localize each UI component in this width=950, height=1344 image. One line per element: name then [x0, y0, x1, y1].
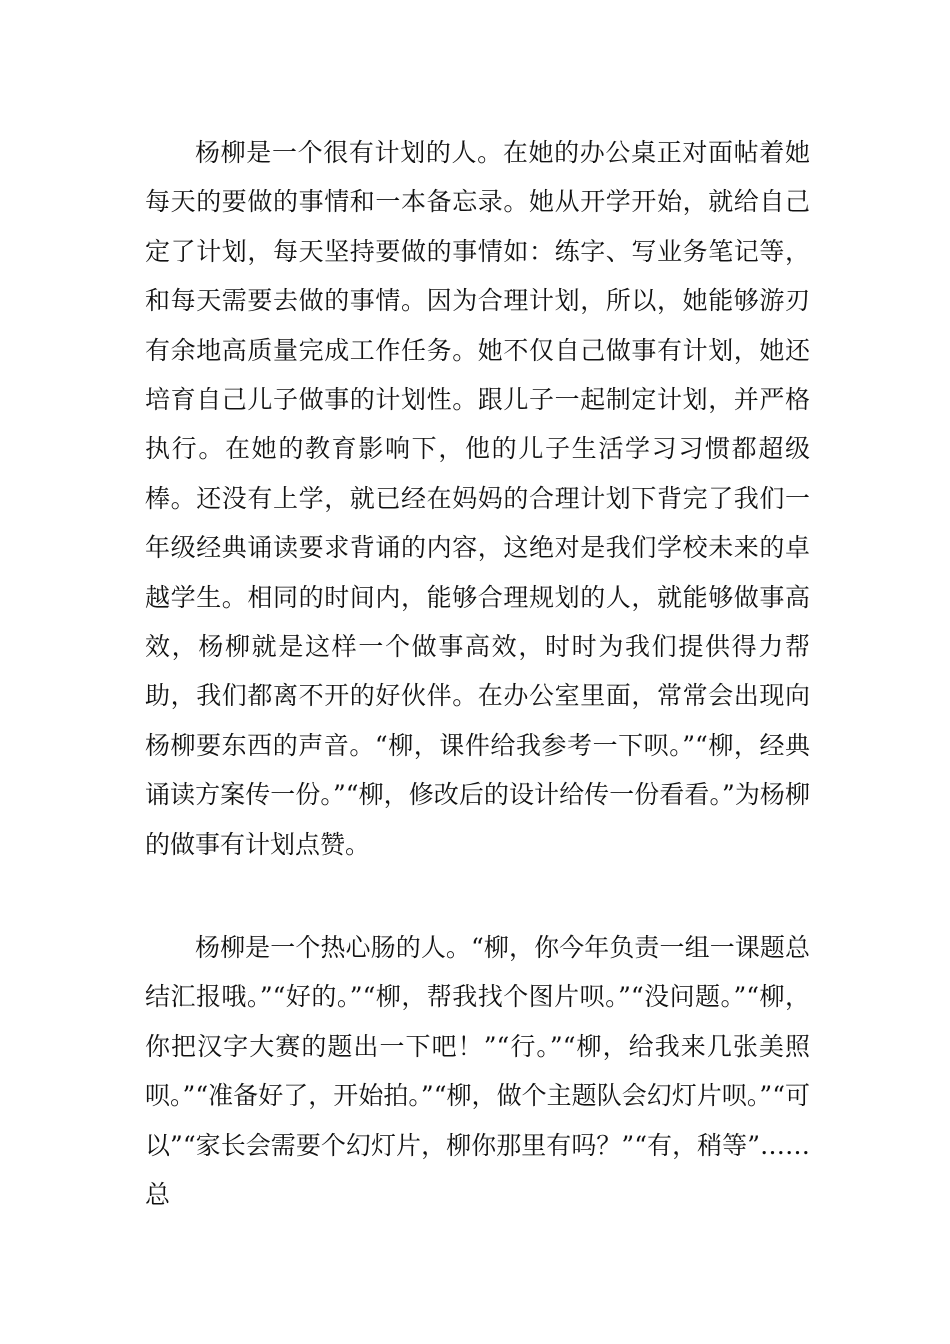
paragraph-2 [145, 923, 810, 1219]
paragraph-text: 杨柳是一个很有计划的人。在她的办公桌正对面帖着她每天的要做的事情和一本备忘录。她从开学开始，就给自己定了计划，每天坚持要做的事情如：练字、写业务笔记等，和每天需要去做的事情。因为合理计划，所以，她能够游刃有余地高质量完成工作任务。她不仅自己做事有计划，她还培育自己儿子做事的计划性。跟儿子一起制定计划，并严格执行。在她的教育影响下，他的儿子生活学习习惯都超级棒。还没有上学，就已经在妈妈的合理计划下背完了我们一年级经典诵读要求背诵的内容，这绝对是我们学校未来的卓越学生。相同的时间内，能够合理规划的人，就能够做事高效，杨柳就是这样一个做事高效，时时为我们提供得力帮助，我们都离不开的好伙伴。在办公室里面，常常会出现向杨柳要东西的声音。“柳，课件给我参考一下呗。”“柳，经典诵读方案传一份。”“柳，修改后的设计给传一份看看。”为杨柳的做事有计划点赞。 [145, 138, 810, 859]
paragraph-text: 杨柳是一个热心肠的人。“柳，你今年负责一组一课题总结汇报哦。”“好的。”“柳，帮我找个图片呗。”“没问题。”“柳，你把汉字大赛的题出一下吧！”“行。”“柳，给我来几张美照 呗。”“准备好了，开始拍。”“柳，做个主题队会幻灯片呗。”“可以”“家长会需要个幻灯片，柳你那里有吗？”“有，稍等”……总 [145, 933, 810, 1210]
paragraph-1 [145, 128, 810, 869]
